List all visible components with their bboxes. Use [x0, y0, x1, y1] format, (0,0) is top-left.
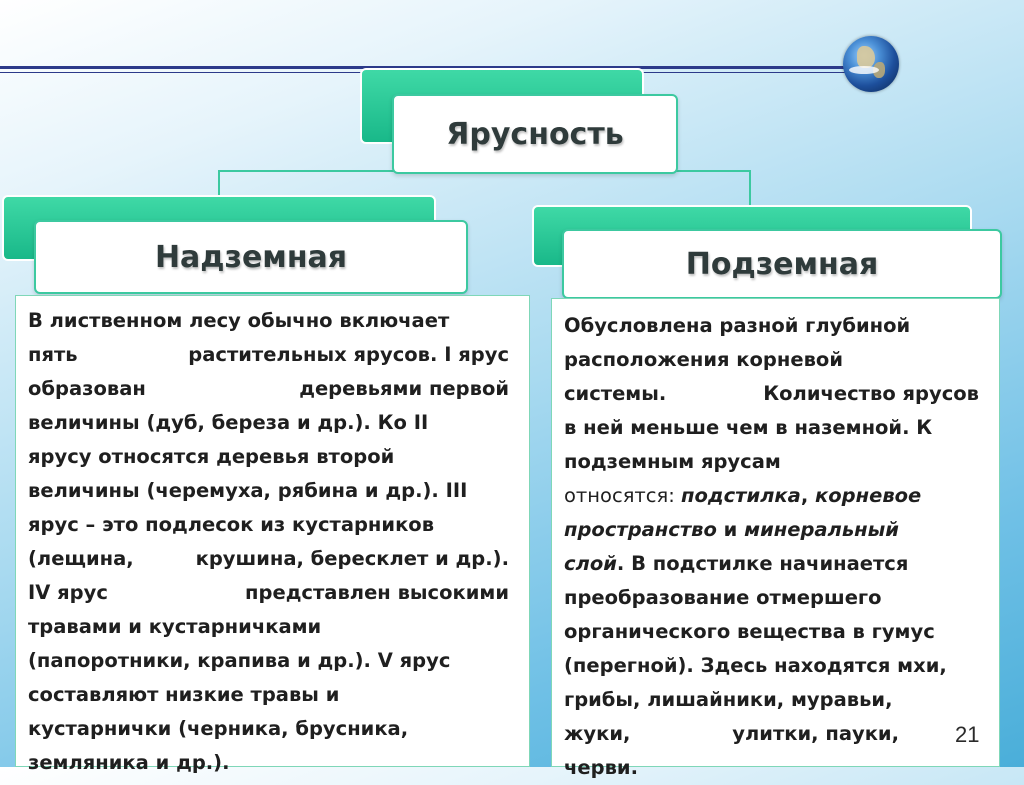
text-fragment: образован [28, 377, 146, 400]
text-fragment: системы. [564, 382, 667, 405]
text-fragment: (лещина, [28, 547, 134, 570]
text-line: в ней меньше чем в наземной. К [564, 416, 933, 439]
text-fragment: , [800, 484, 816, 507]
text-fragment: жуки, [564, 722, 631, 745]
text-line: грибы, лишайники, муравьи, [564, 688, 893, 711]
text-line: составляют низкие травы и [28, 683, 340, 706]
text-line: расположения корневой [564, 348, 843, 371]
text-line: преобразование отмершего [564, 586, 882, 609]
branch-node-below-ground: Подземная [562, 229, 1002, 299]
text-line [564, 717, 979, 751]
text-line [564, 513, 979, 547]
text-line [28, 372, 509, 406]
page-number: 21 [955, 722, 980, 747]
below-ground-description [551, 298, 1000, 779]
text-line: кустарнички (черника, брусника, [28, 717, 409, 740]
text-line: органического вещества в гумус [564, 620, 935, 643]
text-fragment: пять [28, 343, 78, 366]
text-line [28, 338, 509, 372]
text-fragment: Количество ярусов [763, 382, 979, 405]
text-line [28, 576, 509, 610]
text-line: величины (черемуха, рябина и др.). III [28, 479, 468, 502]
text-fragment: деревьями первой [299, 377, 509, 400]
connector-line [218, 170, 220, 196]
text-fragment: относятся: [564, 484, 681, 507]
text-fragment: представлен высокими [245, 581, 509, 604]
text-line [564, 377, 979, 411]
text-line: черви. [564, 756, 638, 779]
emphasis-term: минеральный [744, 518, 899, 541]
text-fragment: крушина, бересклет и др.). [195, 547, 509, 570]
text-fragment: . В подстилке начинается [616, 552, 909, 575]
text-line: ярус – это подлесок из кустарников [28, 513, 435, 536]
text-line: подземным ярусам [564, 450, 781, 473]
emphasis-term: пространство [564, 518, 717, 541]
globe-icon [843, 36, 899, 92]
text-line: величины (дуб, береза и др.). Ко II [28, 411, 429, 434]
text-line: (папоротники, крапива и др.). V ярус [28, 649, 451, 672]
text-line: В лиственном лесу обычно включает [28, 309, 450, 332]
above-ground-description [15, 295, 530, 774]
text-fragment: растительных ярусов. I ярус [188, 343, 509, 366]
emphasis-term: корневое [815, 484, 922, 507]
text-line [564, 479, 979, 513]
root-node: Ярусность [392, 94, 678, 174]
text-line [564, 547, 979, 581]
branch-node-above-ground: Надземная [34, 220, 468, 294]
emphasis-term: слой [564, 552, 617, 575]
text-line [28, 542, 509, 576]
text-line: Обусловлена разной глубиной [564, 314, 911, 337]
text-fragment: улитки, пауки, [732, 722, 899, 745]
connector-line [749, 170, 751, 206]
text-line: травами и кустарничками [28, 615, 322, 638]
text-fragment: и [716, 518, 745, 541]
emphasis-term: подстилка [681, 484, 801, 507]
text-line: (перегной). Здесь находятся мхи, [564, 654, 947, 677]
text-line: ярусу относятся деревья второй [28, 445, 395, 468]
text-fragment: IV ярус [28, 581, 108, 604]
text-line: земляника и др.). [28, 751, 230, 774]
